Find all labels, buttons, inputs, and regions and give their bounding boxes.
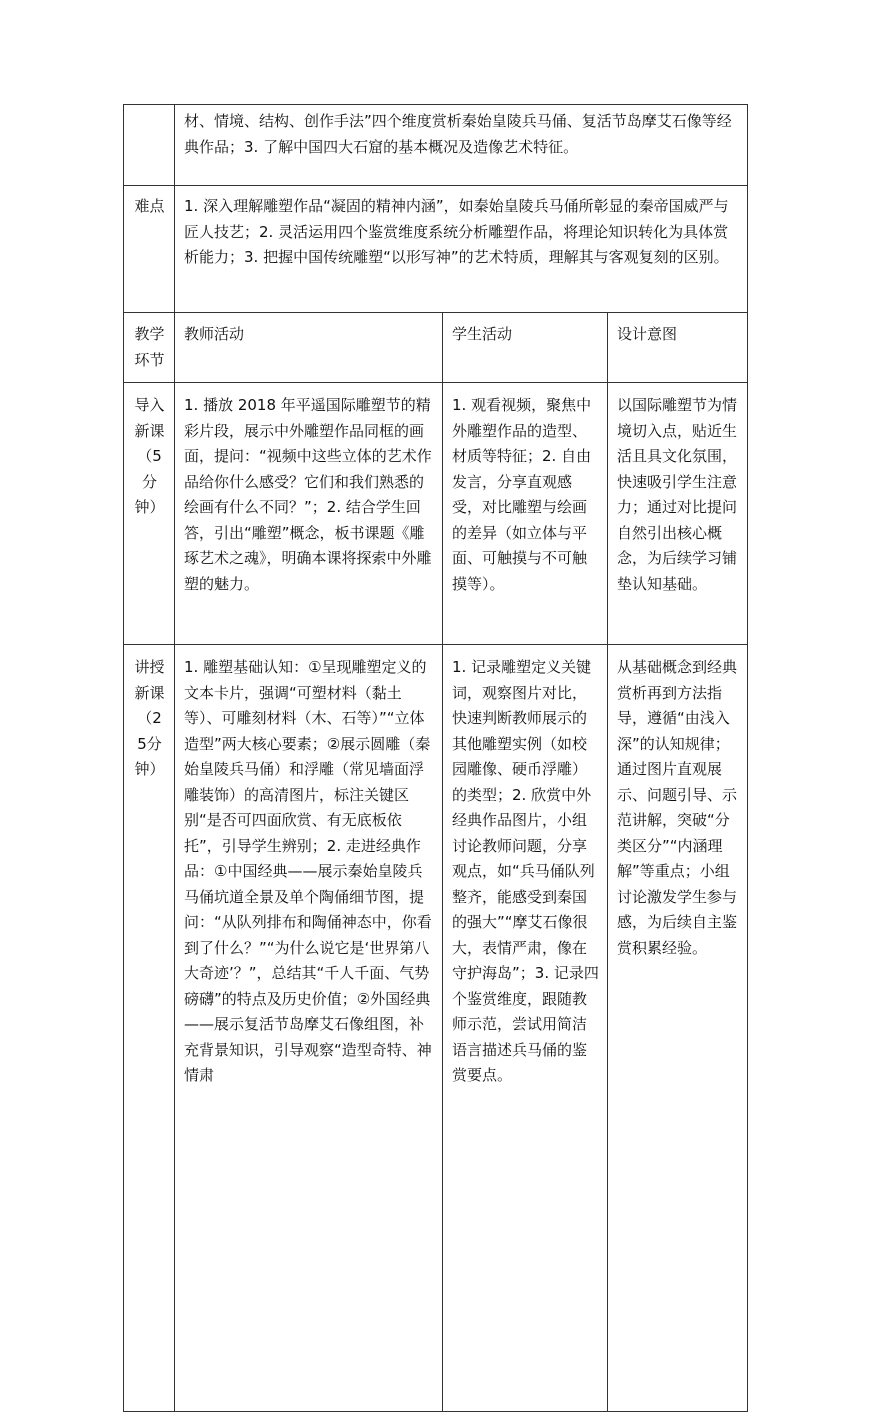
header-stage: 教学环节 xyxy=(124,313,175,383)
header-student-activity: 学生活动 xyxy=(443,313,608,383)
lesson-plan-table xyxy=(123,104,748,1412)
design-intent-cell: 以国际雕塑节为情境切入点，贴近生活且具文化氛围，快速吸引学生注意力；通过对比提问自然引出核心概念，为后续学习铺垫认知基础。 xyxy=(608,383,748,645)
table-row-difficulties xyxy=(124,186,748,313)
table-row-key-points-continued xyxy=(124,105,748,186)
empty-label-cell xyxy=(124,105,175,186)
teacher-activity-cell: 1. 播放 2018 年平遥国际雕塑节的精彩片段，展示中外雕塑作品同框的画面，提问：“视频中这些立体的艺术作品给你什么感受？它们和我们熟悉的绘画有什么不同？”；2. 结合学生回答，引出“雕塑”概念，板书课题《雕琢艺术之魂》，明确本课将探索中外雕塑的魅力。 xyxy=(175,383,443,645)
stage-cell: 导入新课（5分钟） xyxy=(124,383,175,645)
design-intent-cell: 从基础概念到经典赏析再到方法指导，遵循“由浅入深”的认知规律；通过图片直观展示、问题引导、示范讲解，突破“分类区分”“内涵理解”等重点；小组讨论激发学生参与感，为后续自主鉴赏积累经验。 xyxy=(608,645,748,1412)
teacher-activity-cell: 1. 雕塑基础认知：①呈现雕塑定义的文本卡片，强调“可塑材料（黏土等）、可雕刻材料（木、石等）”“立体造型”两大核心要素；②展示圆雕（秦始皇陵兵马俑）和浮雕（常见墙面浮雕装饰）的高清图片，标注关键区别“是否可四面欣赏、有无底板依托”，引导学生辨别；2. 走进经典作品：①中国经典——展示秦始皇陵兵马俑坑道全景及单个陶俑细节图，提问：“从队列排布和陶俑神态中，你看到了什么？”“为什么说它是‘世界第八大奇迹’？”，总结其“千人千面、气势磅礴”的特点及历史价值；②外国经典——展示复活节岛摩艾石像组图，补充背景知识，引导观察“造型奇特、神情肃 xyxy=(175,645,443,1412)
header-teacher-activity: 教师活动 xyxy=(175,313,443,383)
difficulties-label: 难点 xyxy=(124,186,175,313)
table-row xyxy=(124,645,748,1412)
header-design-intent: 设计意图 xyxy=(608,313,748,383)
table-row xyxy=(124,383,748,645)
student-activity-cell: 1. 观看视频，聚焦中外雕塑作品的造型、材质等特征；2. 自由发言，分享直观感受，对比雕塑与绘画的差异（如立体与平面、可触摸与不可触摸等）。 xyxy=(443,383,608,645)
table-header-row xyxy=(124,313,748,383)
difficulties-content: 1. 深入理解雕塑作品“凝固的精神内涵”，如秦始皇陵兵马俑所彰显的秦帝国威严与匠人技艺；2. 灵活运用四个鉴赏维度系统分析雕塑作品，将理论知识转化为具体赏析能力；3. 把握中国传统雕塑“以形写神”的艺术特质，理解其与客观复刻的区别。 xyxy=(175,186,748,313)
key-points-content: 材、情境、结构、创作手法”四个维度赏析秦始皇陵兵马俑、复活节岛摩艾石像等经典作品；3. 了解中国四大石窟的基本概况及造像艺术特征。 xyxy=(175,105,748,186)
student-activity-cell: 1. 记录雕塑定义关键词，观察图片对比，快速判断教师展示的其他雕塑实例（如校园雕像、硬币浮雕）的类型；2. 欣赏中外经典作品图片，小组讨论教师问题，分享观点，如“兵马俑队列整齐，能感受到秦国的强大”“摩艾石像很大，表情严肃，像在守护海岛”；3. 记录四个鉴赏维度，跟随教师示范，尝试用简洁语言描述兵马俑的鉴赏要点。 xyxy=(443,645,608,1412)
stage-cell: 讲授新课（25分钟） xyxy=(124,645,175,1412)
